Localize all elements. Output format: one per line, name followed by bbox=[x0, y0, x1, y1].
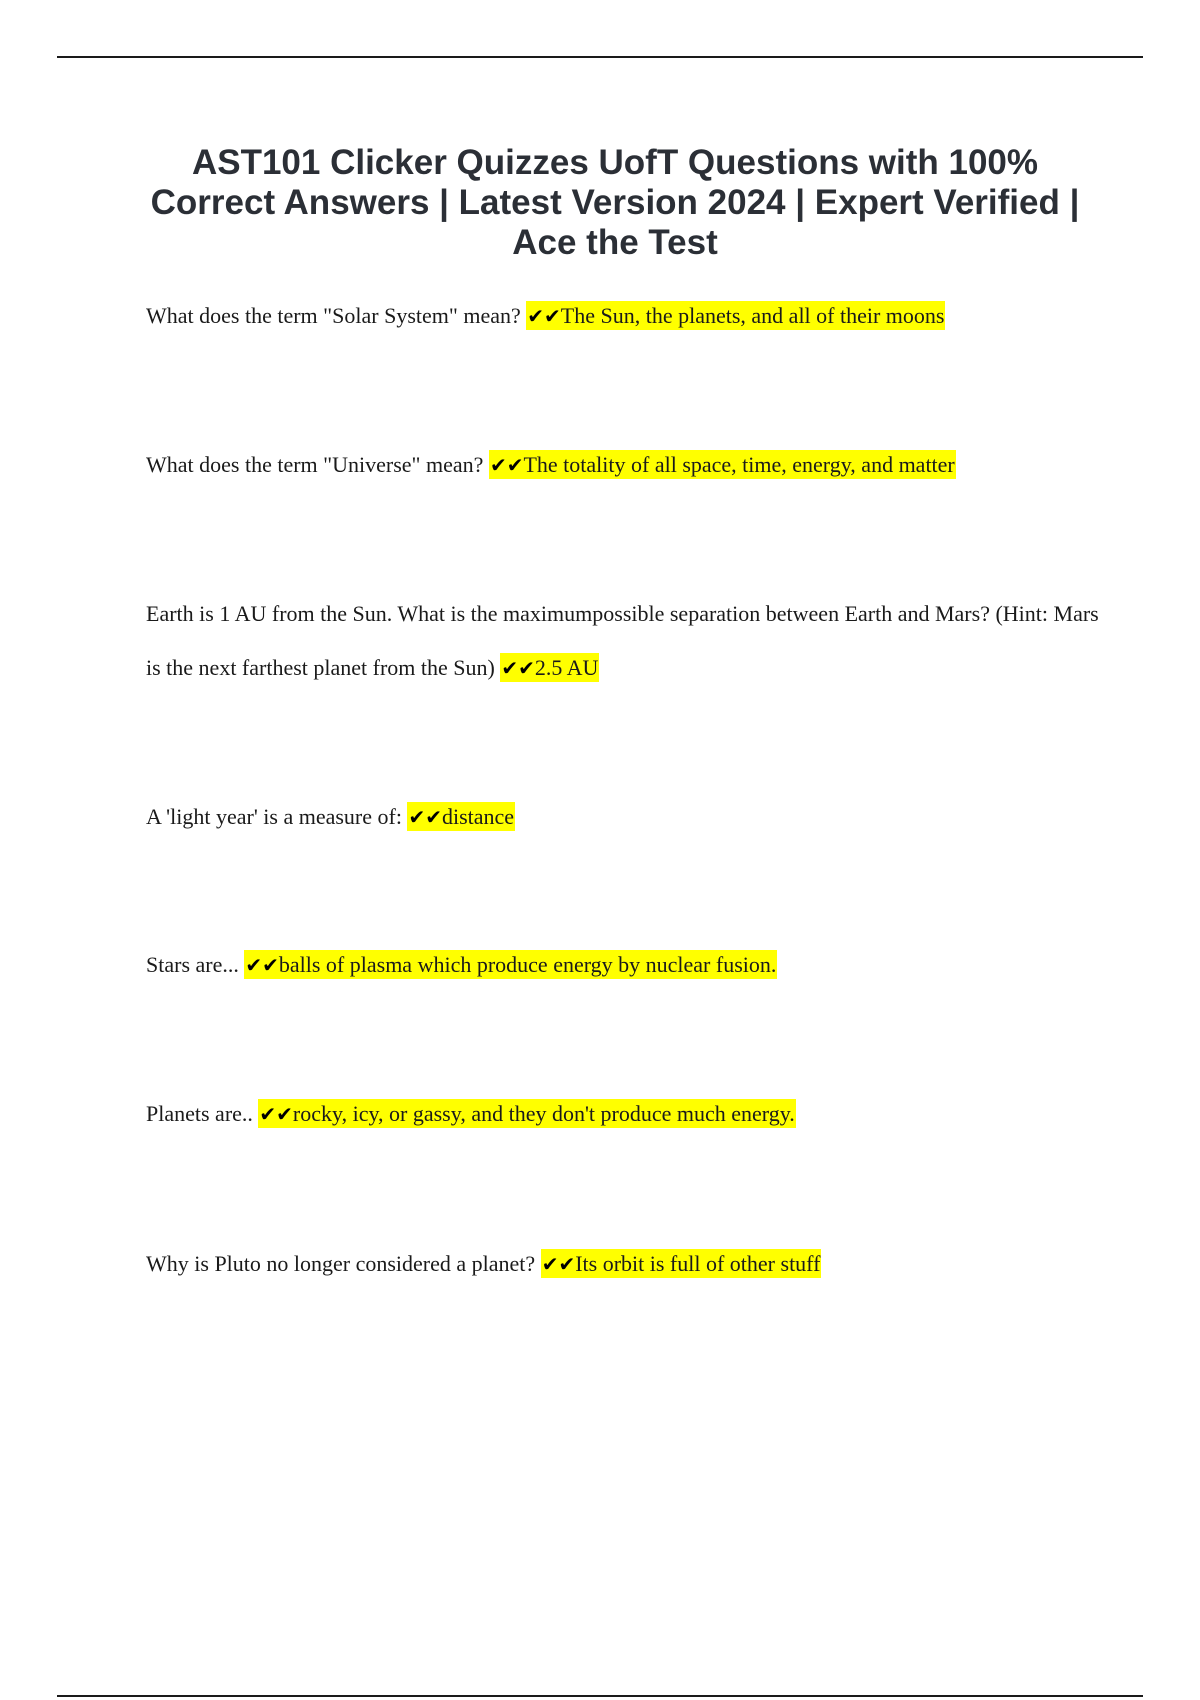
answer-highlight bbox=[489, 450, 956, 479]
qa-item bbox=[146, 438, 1106, 492]
double-check-icon: ✔✔ bbox=[408, 805, 442, 829]
answer-text: The Sun, the planets, and all of their moons bbox=[560, 303, 945, 328]
answer-highlight bbox=[500, 653, 599, 682]
answer-text: 2.5 AU bbox=[534, 655, 599, 680]
double-check-icon: ✔✔ bbox=[501, 656, 535, 680]
answer-highlight bbox=[258, 1099, 795, 1128]
question-text: Stars are... bbox=[146, 952, 239, 977]
question-text: A 'light year' is a measure of: bbox=[146, 804, 402, 829]
answer-highlight bbox=[541, 1249, 822, 1278]
bottom-rule bbox=[57, 1695, 1143, 1697]
question-text: What does the term "Solar System" mean? bbox=[146, 303, 521, 328]
answer-text: Its orbit is full of other stuff bbox=[575, 1251, 821, 1276]
question-text: What does the term "Universe" mean? bbox=[146, 452, 484, 477]
qa-item bbox=[146, 790, 1106, 844]
double-check-icon: ✔✔ bbox=[259, 1102, 293, 1126]
qa-item bbox=[146, 587, 1106, 695]
document-title: AST101 Clicker Quizzes UofT Questions with 100% Correct Answers | Latest Version 2024 | Expert Verified | Ace the Test bbox=[150, 143, 1080, 262]
double-check-icon: ✔✔ bbox=[245, 953, 279, 977]
answer-highlight bbox=[244, 950, 777, 979]
qa-item bbox=[146, 1087, 1106, 1141]
question-text: Earth is 1 AU from the Sun. What is the maximumpossible separation between Earth and Mars? (Hint: Mars is the next farthest planet from the Sun) bbox=[146, 601, 1099, 680]
answer-text: The totality of all space, time, energy, and matter bbox=[523, 452, 955, 477]
double-check-icon: ✔✔ bbox=[541, 1252, 576, 1276]
qa-item bbox=[146, 1237, 1106, 1291]
answer-text: distance bbox=[441, 804, 515, 829]
double-check-icon: ✔✔ bbox=[527, 304, 561, 328]
answer-text: rocky, icy, or gassy, and they don't produce much energy. bbox=[292, 1101, 795, 1126]
answer-text: balls of plasma which produce energy by nuclear fusion. bbox=[278, 952, 777, 977]
top-rule bbox=[57, 56, 1143, 58]
question-text: Planets are.. bbox=[146, 1101, 253, 1126]
answer-highlight bbox=[526, 301, 945, 330]
question-text: Why is Pluto no longer considered a planet? bbox=[146, 1251, 536, 1276]
qa-item bbox=[146, 289, 1106, 343]
answer-highlight bbox=[407, 802, 515, 831]
qa-item bbox=[146, 938, 1106, 992]
double-check-icon: ✔✔ bbox=[489, 453, 524, 477]
